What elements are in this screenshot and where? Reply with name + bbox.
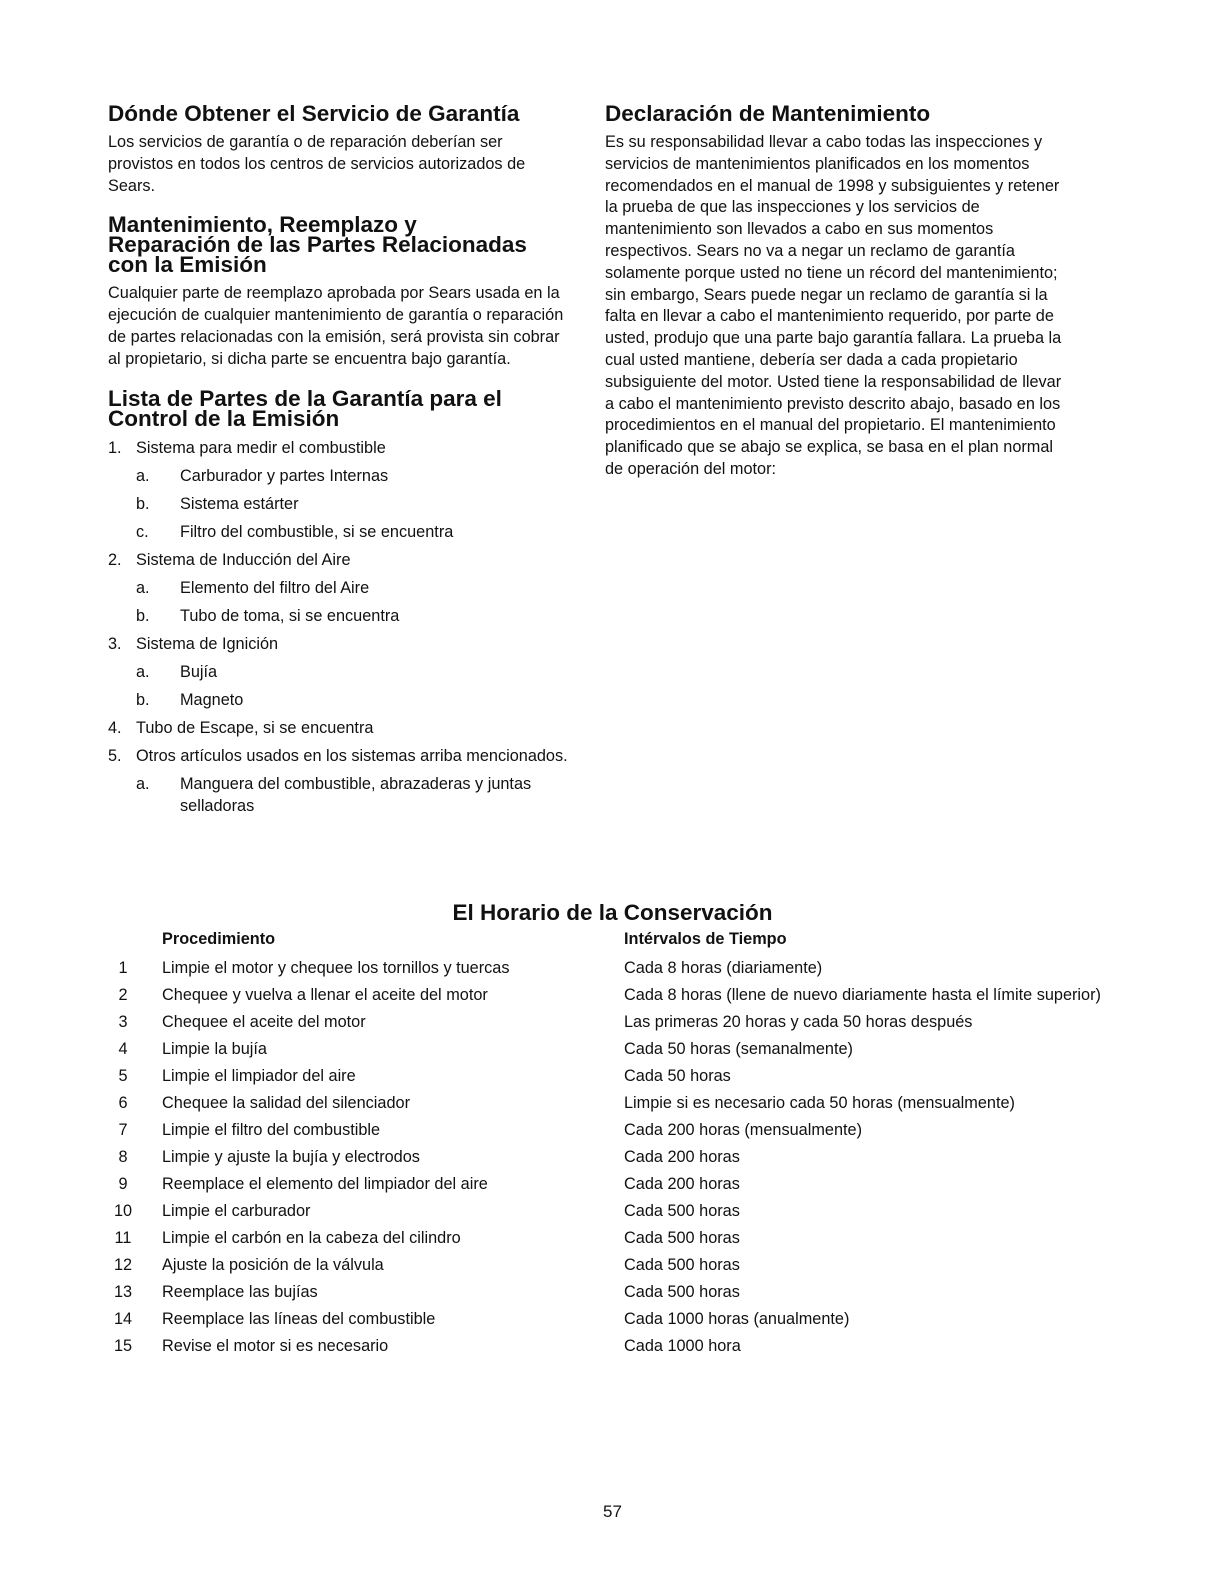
parts-list-item [108,633,570,711]
schedule-row-number: 14 [113,1310,133,1328]
schedule-row-interval: Cada 1000 horas (anualmente) [624,1310,850,1328]
schedule-row-procedure: Limpie el carburador [162,1202,311,1220]
warranty-parts-list-heading-line2: Control de la Emisión [108,405,340,431]
parts-sublist-item [136,465,570,487]
schedule-row-interval: Cada 8 horas (llene de nuevo diariamente hasta el límite superior) [624,986,1101,1004]
schedule-row [110,1065,1110,1087]
schedule-row-procedure: Chequee el aceite del motor [162,1013,366,1031]
schedule-row [110,1227,1110,1249]
parts-list-item-text: Sistema de Ignición [136,634,279,653]
schedule-row-interval: Cada 200 horas [624,1148,740,1166]
schedule-row [110,1146,1110,1168]
parts-sublist-item-letter: b. [136,494,150,513]
parts-sublist-item [136,577,570,599]
schedule-row [110,1092,1110,1114]
parts-sublist-item-letter: b. [136,690,150,709]
schedule-table [110,957,1110,1362]
parts-sublist-item-text: Filtro del combustible, si se encuentra [180,522,454,541]
parts-sublist-item [136,521,570,543]
schedule-row-interval: Cada 200 horas [624,1175,740,1193]
schedule-row-interval: Cada 8 horas (diariamente) [624,959,823,977]
maintenance-statement-body: Es su responsabilidad llevar a cabo todas las inspecciones y servicios de mantenimientos planificados en los momentos recomendados en el manual de 1998 y subsiguientes y retener la prueba de que las inspecciones y los servicios de mantenimiento son llevados a cabo en sus momentos respectivos. Sears no va a negar un reclamo de garantía solamente porque usted no tiene un récord del mantenimiento; sin embargo, Sears puede negar un reclamo de garantía si la falta en llevar a cabo el mantenimiento requerido, por parte de usted, produjo que una parte bajo garantía fallara. La prueba la cual usted mantiene, debería ser dada a cada propietario subsiguiente del motor. Usted tiene la responsabilidad de llevar a cabo el mantenimiento previsto descrito abajo, basado en los procedimientos en el manual del propietario. El mantenimiento planificado que se abajo se explica, se basa en el plan normal de operación del motor: [605,133,1062,478]
parts-sublist-item [136,661,570,683]
maintenance-statement-heading: Declaración de Mantenimiento [605,101,931,126]
schedule-row-number: 3 [118,1013,128,1031]
parts-list-item-number: 4. [108,718,122,737]
schedule-interval-header: Intérvalos de Tiempo [624,930,787,948]
parts-list-item-text: Sistema de Inducción del Aire [136,550,351,569]
schedule-row-number: 9 [118,1175,128,1193]
emission-parts-heading-line2: Reparación de las Partes Relacionadas [108,232,527,258]
parts-sublist-item [136,493,570,515]
schedule-row [110,1308,1110,1330]
parts-list-item [108,437,570,543]
parts-sublist-item-text: Manguera del combustible, abrazaderas y juntas selladoras [180,774,532,815]
parts-sublist-item-letter: b. [136,606,150,625]
parts-list-item-number: 1. [108,438,122,457]
schedule-row-procedure: Revise el motor si es necesario [162,1337,389,1355]
emission-parts-heading-line1: Mantenimiento, Reemplazo y [108,212,417,238]
parts-sublist-item-text: Tubo de toma, si se encuentra [180,606,400,625]
parts-sublist-item [136,689,570,711]
schedule-row-procedure: Reemplace las bujías [162,1283,318,1301]
schedule-row-interval: Cada 500 horas [624,1256,740,1274]
schedule-row [110,1281,1110,1303]
schedule-row-interval: Cada 50 horas (semanalmente) [624,1040,853,1058]
parts-sublist-item-letter: a. [136,774,150,793]
left-column [108,101,570,823]
schedule-row-procedure: Limpie la bujía [162,1040,267,1058]
schedule-row-number: 7 [118,1121,128,1139]
warranty-service-heading: Dónde Obtener el Servicio de Garantía [108,101,520,126]
parts-sublist-item-letter: a. [136,662,150,681]
emission-parts-heading-line3: con la Emisión [108,252,267,278]
parts-sublist [136,465,570,543]
schedule-row [110,1038,1110,1060]
schedule-row [110,1200,1110,1222]
schedule-row-procedure: Chequee y vuelva a llenar el aceite del motor [162,986,488,1004]
parts-sublist [136,661,570,711]
schedule-row-interval: Cada 1000 hora [624,1337,741,1355]
schedule-row-interval: Las primeras 20 horas y cada 50 horas después [624,1013,973,1031]
right-column [605,101,1073,499]
schedule-row [110,984,1110,1006]
parts-list-item-number: 3. [108,634,122,653]
schedule-row-procedure: Limpie el motor y chequee los tornillos y tuercas [162,959,510,977]
schedule-row-number: 11 [114,1229,132,1247]
schedule-row-interval: Limpie si es necesario cada 50 horas (mensualmente) [624,1094,1015,1112]
schedule-row-procedure: Limpie el carbón en la cabeza del cilindro [162,1229,461,1247]
parts-sublist-item-text: Bujía [180,662,218,681]
schedule-title: El Horario de la Conservación [452,900,773,925]
parts-sublist [136,577,570,627]
schedule-row-number: 6 [118,1094,128,1112]
schedule-row-procedure: Reemplace las líneas del combustible [162,1310,436,1328]
schedule-row-number: 5 [118,1067,128,1085]
parts-list-item-text: Tubo de Escape, si se encuentra [136,718,374,737]
schedule-row-number: 2 [118,986,128,1004]
parts-list-item-number: 2. [108,550,122,569]
schedule-row-number: 13 [113,1283,133,1301]
warranty-service-body: Los servicios de garantía o de reparación deberían ser provistos en todos los centros de servicios autorizados de Sears. [108,133,526,195]
page-number: 57 [603,1502,622,1521]
parts-sublist-item [136,773,570,817]
schedule-row-procedure: Reemplace el elemento del limpiador del aire [162,1175,488,1193]
parts-sublist-item-letter: c. [136,522,149,541]
parts-sublist-item-text: Magneto [180,690,244,709]
emission-parts-heading [108,212,570,278]
parts-list-item-text: Sistema para medir el combustible [136,438,386,457]
schedule-row [110,1011,1110,1033]
schedule-row-procedure: Limpie el limpiador del aire [162,1067,356,1085]
schedule-row-interval: Cada 500 horas [624,1202,740,1220]
schedule-row-procedure: Chequee la salidad del silenciador [162,1094,411,1112]
schedule-row-number: 10 [113,1202,133,1220]
parts-list-item-text: Otros artículos usados en los sistemas arriba mencionados. [136,746,568,765]
schedule-row [110,957,1110,979]
warranty-parts-list [108,437,570,817]
schedule-row-procedure: Limpie y ajuste la bujía y electrodos [162,1148,420,1166]
parts-sublist-item-text: Carburador y partes Internas [180,466,389,485]
parts-list-item-number: 5. [108,746,122,765]
schedule-procedure-header: Procedimiento [162,930,276,948]
schedule-row-number: 12 [113,1256,133,1274]
parts-sublist-item-text: Sistema estárter [180,494,299,513]
parts-sublist-item [136,605,570,627]
emission-parts-body: Cualquier parte de reemplazo aprobada por Sears usada en la ejecución de cualquier mantenimiento de garantía o reparación de partes relacionadas con la emisión, será provista sin cobrar al propietario, si dicha parte se encuentra bajo garantía. [108,284,564,368]
schedule-row-interval: Cada 200 horas (mensualmente) [624,1121,863,1139]
schedule-row-interval: Cada 500 horas [624,1283,740,1301]
schedule-row-number: 1 [118,959,128,977]
schedule-row [110,1254,1110,1276]
schedule-row [110,1173,1110,1195]
parts-sublist-item-letter: a. [136,466,150,485]
schedule-row [110,1335,1110,1357]
schedule-row-interval: Cada 50 horas [624,1067,731,1085]
parts-sublist-item-text: Elemento del filtro del Aire [180,578,370,597]
schedule-row-procedure: Ajuste la posición de la válvula [162,1256,384,1274]
schedule-row-number: 15 [113,1337,133,1355]
parts-list-item [108,717,570,739]
schedule-row-interval: Cada 500 horas [624,1229,740,1247]
parts-sublist [136,773,570,817]
warranty-parts-list-heading [108,385,570,431]
parts-list-item [108,549,570,627]
parts-list-item [108,745,570,817]
schedule-row-number: 8 [118,1148,128,1166]
schedule-row-number: 4 [118,1040,128,1058]
schedule-row [110,1119,1110,1141]
warranty-parts-list-heading-line1: Lista de Partes de la Garantía para el [108,385,502,411]
parts-sublist-item-letter: a. [136,578,150,597]
schedule-row-procedure: Limpie el filtro del combustible [162,1121,381,1139]
